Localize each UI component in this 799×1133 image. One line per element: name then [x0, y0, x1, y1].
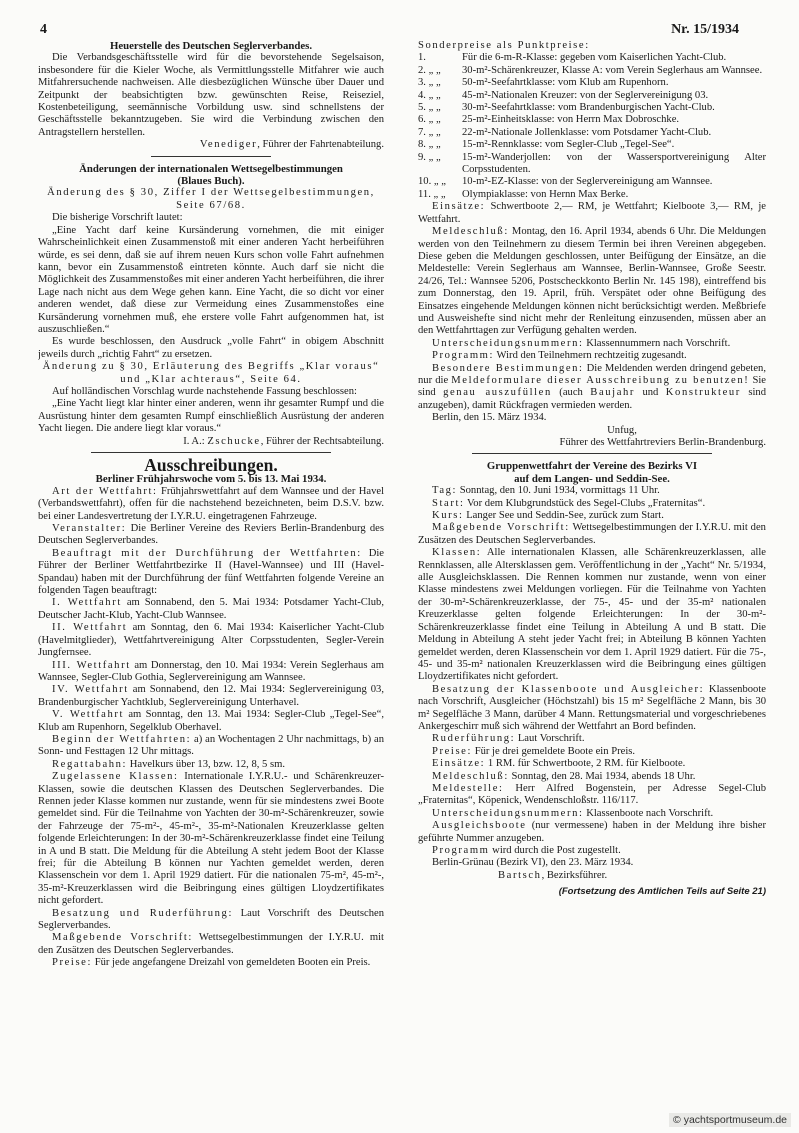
field-text: am Sonntag, den 6. Mai 1934: Kaiserlicher Yacht-Club (Havelmitglieder), Wettfahrtvereinigung Alter Corpsstudenten, Segler-Verein Jungfernsee. — [38, 622, 384, 659]
field-text: Montag, den 16. April 1934, abends 6 Uhr. Die Meldungen werden von den Teilnehmern zu diesem Termin bei ihren Vereinen abgegeben. Diese geben die Meldungen geschlossen, unter Beifügung der Einsätze, an die Meldestelle: Verein Seglerhaus am Wannsee, Berlin-Wannsee, Große Seestr. 24/26, Tel.: Wannsee 5206, Postscheckkonto Berlin Nr. 145 198), eintreffend bis zum Donnerstag, den 19. April, früh. Verspätet oder ohne Beifügung des Einsatzes eingehende Meldungen können nicht berücksichtigt werden. Meßbriefe und Ausweishefte sind nicht mehr der Renleitung einzusenden, müssen aber an den Wettfahrttagen zur Verfügung gehalten werden. — [418, 226, 766, 337]
field-text: am Sonnabend, den 5. Mai 1934: Potsdamer Yacht-Club, Deutscher Jacht-Klub, Yacht-Club Wannsee. — [38, 597, 384, 621]
page-header — [0, 22, 799, 40]
section-para — [38, 932, 384, 957]
field-text: Die Führer der Berliner Wettfahrtbezirke II (Havel-Wannsee) und III (Havel-Spandau) haben mit der Durchführung der fünf Wettfahrten folgende Vereine an folgenden Tagen beauftragt: — [38, 547, 384, 597]
field-text: Klassenboote nach Vorschrift. — [583, 807, 714, 819]
section-para — [418, 338, 766, 350]
field-text: Sonntag, den 28. Mai 1934, abends 18 Uhr. — [508, 770, 696, 782]
field-label: III. Wettfahrt — [52, 659, 131, 671]
field-label: Beginn der Wettfahrten: — [52, 733, 192, 745]
section-para — [418, 746, 766, 758]
section-para — [418, 733, 766, 745]
item-number: 5. „ „ — [418, 102, 441, 114]
field-text: Wettsegelbestimmungen der I.Y.R.U. mit den Zusätzen des Deutschen Seglerverbandes. — [38, 932, 384, 956]
field-text: (auch — [551, 387, 591, 399]
field-label: Maßgebende Vorschrift: — [52, 932, 193, 944]
field-label: Preise: — [52, 957, 93, 969]
wettfahrt-item — [38, 660, 384, 685]
signature-prefix: I. A.: — [183, 435, 208, 447]
item-text: 15-m²-Wanderjollen: von der Wassersportvereinigung Alter Corpsstudenten. — [462, 151, 766, 176]
sonderpreis-item — [418, 189, 766, 201]
field-label: Besondere Bestimmungen: — [432, 362, 584, 374]
section-para — [38, 908, 384, 933]
field-text: wird durch die Post zugestellt. — [489, 845, 621, 856]
section-para — [418, 485, 766, 497]
field-label: II. Wettfahrt — [52, 622, 128, 634]
field-label: Veranstalter: — [52, 523, 127, 535]
signature-name: Zschucke — [207, 435, 261, 447]
issue-number: Nr. 15/1934 — [671, 22, 739, 37]
section-para — [38, 734, 384, 759]
section-para — [418, 820, 766, 845]
sonderpreis-item — [418, 139, 766, 151]
field-text: sind anzugeben), damit Rückfragen vermieden werden. — [418, 387, 766, 411]
aenderung-para: Auf holländischen Vorschlag wurde nachstehende Fassung beschlossen: — [52, 385, 357, 397]
field-text: am Sonntag, den 13. Mai 1934: Segler-Club „Tegel-See“, Klub am Rupenhorn, Segelklub Oberhavel. — [38, 709, 384, 733]
aenderung-para: „Eine Yacht liegt klar hinter einer anderen, wenn ihr gesamter Rumpf und die Ausrüstung hinter dem gesamten Rumpf einschließlich Ausrüstung der anderen Yacht liegen. Die andere liegt klar voraus.“ — [38, 398, 384, 435]
divider — [91, 452, 331, 453]
signature-role: , Führer der Fahrtenabteilung. — [257, 139, 384, 151]
section-para — [38, 523, 384, 548]
field-text: Herr Alfred Bogenstein, per Adresse Segel-Club „Fraternitas“, Köpenick, Wendenschloßstr. 116/117. — [418, 782, 766, 807]
field-text: am Sonnabend, den 12. Mai 1934: Seglervereinigung 03, Brandenburgischer Yachtklub, Seglervereinigung Unterhavel. — [38, 684, 384, 708]
page-number: 4 — [40, 22, 47, 37]
field-text: und — [635, 387, 666, 399]
field-label: Programm — [432, 845, 490, 856]
item-text: 10-m²-EZ-Klasse: von der Seglervereinigung am Wannsee. — [462, 176, 713, 188]
field-text: Havelkurs über 13, bzw. 12, 8, 5 sm. — [127, 758, 285, 770]
item-number: 9. „ „ — [418, 151, 441, 163]
field-label: Beauftragt mit der Durchführung der Wettfahrten: — [52, 547, 362, 559]
field-label: Start: — [432, 497, 465, 509]
field-label: Regattabahn: — [52, 758, 128, 770]
sonderpreis-item — [418, 65, 766, 77]
signature-name: Unfug, — [607, 424, 637, 436]
field-text: Schwertboote 2,— RM, je Wettfahrt; Kielboote 3,— RM, je Wettfahrt. — [418, 201, 766, 225]
item-number: 1. — [418, 52, 426, 64]
left-column — [38, 40, 384, 1100]
field-label: Programm: — [432, 350, 495, 362]
field-label: Art der Wettfahrt: — [52, 485, 158, 497]
section-para — [418, 845, 766, 857]
section-para — [38, 759, 384, 771]
field-emphasis: Baujahr — [590, 387, 636, 399]
section-para — [418, 226, 766, 338]
field-label: Einsätze: — [432, 758, 486, 770]
field-text: Sonntag, den 10. Juni 1934, vormittags 11 Uhr. — [457, 485, 660, 497]
item-number: 2. „ „ — [418, 64, 441, 76]
sonderpreise-list — [418, 52, 766, 201]
item-text: 45-m²-Nationalen Kreuzer: von der Seglervereinigung 03. — [462, 89, 709, 101]
gruppenwettfahrt-title: Gruppenwettfahrt der Vereine des Bezirks VI — [486, 460, 698, 473]
item-text: 25-m²-Einheitsklasse: von Herrn Max Dobroschke. — [462, 114, 680, 126]
field-text: Für jede angefangene Dreizahl von gemeldeten Booten ein Preis. — [92, 957, 371, 969]
sonderpreis-item — [418, 77, 766, 89]
field-emphasis: genau auszufüllen — [443, 387, 552, 399]
item-number: 3. „ „ — [418, 77, 441, 89]
field-text: Die Meldenden werden dringend gebeten, nur die — [418, 362, 766, 386]
item-number: 11. „ „ — [418, 188, 446, 200]
place-date: Berlin, den 15. März 1934. — [432, 412, 547, 424]
field-label: IV. Wettfahrt — [52, 684, 129, 696]
aenderung-signature — [38, 436, 384, 448]
right-column — [418, 40, 766, 1100]
field-label: Einsätze: — [432, 201, 486, 213]
field-label: V. Wettfahrt — [52, 709, 125, 721]
signature-name: Venediger — [199, 139, 258, 151]
item-text: 30-m²-Schärenkreuzer, Klasse A: vom Verein Seglerhaus am Wannsee. — [462, 64, 763, 76]
section-para — [418, 684, 766, 734]
field-label: Meldeschluß: — [432, 226, 509, 238]
item-text: 50-m²-Seefahrtklasse: vom Klub am Rupenhorn. — [462, 77, 669, 89]
sonderpreis-item — [418, 127, 766, 139]
item-number: 7. „ „ — [418, 126, 441, 138]
watermark: © yachtsportmuseum.de — [669, 1113, 791, 1127]
field-text: Vor dem Klubgrundstück des Segel-Clubs „Fraternitas“. — [464, 497, 706, 509]
section-para — [418, 522, 766, 547]
sonderpreise-title: Sonderpreise als Punktpreise: — [418, 40, 590, 51]
field-label: Tag: — [432, 485, 458, 497]
field-text: Für je drei gemeldete Boote ein Preis. — [472, 745, 636, 757]
field-text: am Donnerstag, den 10. Mai 1934: Verein Seglerhaus am Wannsee, Segler-Club Gothia, Seglervereinigung am Wannsee. — [38, 659, 384, 683]
field-label: Preise: — [432, 745, 473, 757]
field-label: Ausgleichsboote — [432, 820, 527, 832]
wettfahrt-item — [38, 622, 384, 659]
section-para — [418, 201, 766, 226]
signature-role: , Bezirksführer. — [541, 869, 608, 881]
field-label: Zugelassene Klassen: — [52, 771, 179, 783]
fruehjahrswoche-title: Berliner Frühjahrswoche vom 5. bis 13. Mai 1934. — [95, 473, 327, 486]
field-label: Meldestelle: — [432, 782, 504, 794]
field-text: Sie sind — [418, 374, 766, 399]
section-para — [38, 957, 384, 969]
item-number: 10. „ „ — [418, 176, 446, 188]
item-number: 8. „ „ — [418, 139, 441, 151]
sonderpreis-item — [418, 152, 766, 177]
aenderung-heading-2: Änderung zu § 30, Erläuterung des Begriffs „Klar voraus“ und „Klar achteraus“, Seite 64. — [42, 361, 380, 385]
field-text: Wird den Teilnehmern rechtzeitig zugesandt. — [494, 350, 687, 362]
section-para — [38, 771, 384, 907]
item-number: 4. „ „ — [418, 89, 441, 101]
field-text: Langer See und Seddin-See, zurück zum Start. — [463, 510, 664, 522]
field-label: Klassen: — [432, 547, 482, 559]
field-text: Laut Vorschrift. — [515, 733, 585, 745]
wettfahrt-item — [38, 684, 384, 709]
section-para — [38, 486, 384, 523]
aenderung-heading-1: Änderung des § 30, Ziffer I der Wettsegelbestimmungen, Seite 67/68. — [47, 187, 375, 211]
field-label: Maßgebende Vorschrift: — [432, 522, 570, 534]
continuation-note: (Fortsetzung des Amtlichen Teils auf Seite 21) — [558, 886, 766, 898]
divider — [472, 453, 712, 454]
aenderung-para: Es wurde beschlossen, den Ausdruck „volle Fahrt“ in obigem Abschnitt jeweils durch „richtig Fahrt“ zu ersetzen. — [38, 336, 384, 360]
section-para — [38, 548, 384, 598]
field-text: Wettsegelbestimmungen der I.Y.R.U. mit den Zusätzen des Deutschen Seglerverbandes. — [418, 522, 766, 546]
signature-role: Führer des Wettfahrtreviers Berlin-Brandenburg. — [559, 437, 766, 448]
field-label: I. Wettfahrt — [52, 597, 122, 609]
item-text: Für die 6-m-R-Klasse: gegeben vom Kaiserlichen Yacht-Club. — [462, 52, 727, 64]
divider — [151, 156, 271, 157]
place-date: Berlin-Grünau (Bezirk VI), den 23. März 1934. — [432, 857, 634, 869]
signature-role: , Führer der Rechtsabteilung. — [260, 435, 384, 447]
field-text: Die Berliner Vereine des Reviers Berlin-Brandenburg des Deutschen Seglerverbandes. — [38, 523, 384, 547]
signature — [418, 870, 766, 882]
item-text: 15-m²-Rennklasse: vom Segler-Club „Tegel-See“. — [462, 139, 675, 151]
section-para — [418, 498, 766, 510]
section-para — [418, 758, 766, 770]
sonderpreis-item — [418, 102, 766, 114]
ausschreibungen-title: Ausschreibungen. — [144, 455, 278, 475]
sonderpreis-item — [418, 52, 766, 64]
aenderung-para: „Eine Yacht darf keine Kursänderung vornehmen, die mit einiger Wahrscheinlichkeit einen Zusammenstoß mit einer anderen Yacht herbeiführen würde, es sei denn, daß sie auf ihrem neuen Kurs schon volle Fahrt aufnehmen kann, bevor ein Zusammenstoß eintreten könnte. Auch darf sie nicht die Möglichkeit des Zusammenstoßes mit einer anderen Yacht herbeiführen, die ihrer Lage nach nicht aus dem Wege gehen kann. Eine Yacht, die so dicht vor einer anderen wendet, daß diese zur Vermeidung eines Zusammenstoßes eine Kursänderung vornehmen muß, ehe erstere volle Fahrt aufgenommen hat, ist auszuschließen.“ — [38, 224, 384, 335]
field-text: Laut Vorschrift des Deutschen Seglerverbandes. — [38, 907, 384, 932]
signature-name: Bartsch — [498, 869, 542, 881]
section-para — [418, 808, 766, 820]
field-text: (nur vermessene) haben in der Meldung ihre bisher geführte Nummer anzugeben. — [418, 820, 766, 844]
field-text: Klassenboote nach Vorschrift, Ausgleicher (Höchstzahl) bis 15 m² Segelfläche 2 Mann, bis 30 m² Segelfläche 3 Mann, darüber 4 Mann. Rettungsmaterial und vorgeschriebenes Ankergeschirr muß sich während der Wettfahrt an Bord befinden. — [418, 683, 766, 732]
field-text: Klassennummern nach Vorschrift. — [583, 337, 731, 349]
field-label: Meldeschluß: — [432, 770, 509, 782]
field-label: Unterscheidungsnummern: — [432, 807, 584, 819]
section-para — [418, 547, 766, 683]
heuerstelle-signature — [38, 139, 384, 151]
wettfahrt-item — [38, 709, 384, 734]
field-label: Unterscheidungsnummern: — [432, 337, 584, 349]
field-text: Frühjahrswettfahrt auf dem Wannsee und der Havel (Verbandswettfahrt), offen für die nachstehend bezeichneten, beim D.S.V. bzw. bei einer Landesvertretung der I.Y.R.U. eingetragenen Fahrzeuge. — [38, 485, 384, 522]
heuerstelle-text: Die Verbandsgeschäftsstelle wird für die bevorstehende Segelsaison, insbesondere für die Kieler Woche, als Vermittlungsstelle Mitfahrer wie auch Mitfahrersuchende nachweisen. Alle diesbezüglichen Wünsche über Dauer und Zeitpunkt der beabsichtigten bzw. gewünschten Reise, Reiseziel, Kostenbeteiligung, seemännische Vorbildung usw. sind schnellstens der Geschäftsstelle bekanntzugeben. Sie wird die Verbindung zwischen den Antragstellern herstellen. — [38, 52, 384, 138]
field-text: a) an Wochentagen 2 Uhr nachmittags, b) an Sonn- und Festtagen 12 Uhr mittags. — [38, 733, 384, 758]
wettfahrt-item — [38, 597, 384, 622]
field-text: Alle internationalen Klassen, alle Schärenkreuzerklassen, alle Rennklassen, alle Altersklassen gem. Veröffentlichung in der „Yacht“ Nr. 5/1934, alle Ausgleichsklassen. Die Rennen kommen nur zustande, wenn von einer Klasse mindestens zwei Meldungen vorliegen. Für die Teilnahme von Yachten der 30-m²-Schärenkreuzerklasse, der 75-, 45- und der 35-m² nationalen Kreuzerklasse gelten folgende Erleichterungen: In der 30-m²-Schärenkreuzerklasse findet eine Teilung in Abteilung A und B statt. Die Meldung in Abteilung A steht jeder Yacht frei; in Abteilung B können Yachten gemeldet werden, deren Klassenschein vor dem 1. April 1929 datiert. Für die 75-, 45- und 35-m² nationalen Kreuzerklassen wird die Beibringung eines gültigen Lloydzertifikates nicht gefordert. — [418, 547, 766, 683]
item-text: 22-m²-Nationale Jollenklasse: vom Potsdamer Yacht-Club. — [462, 126, 712, 138]
heuerstelle-title: Heuerstelle des Deutschen Seglerverbandes. — [109, 40, 313, 52]
field-emphasis: Konstrukteur — [665, 387, 741, 399]
field-label: Besatzung und Ruderführung: — [52, 907, 233, 919]
sonderpreis-item — [418, 176, 766, 188]
aenderung-para: Die bisherige Vorschrift lautet: — [52, 212, 183, 224]
field-label: Ruderführung: — [432, 733, 516, 745]
section-para — [418, 350, 766, 362]
gruppenwettfahrt-subtitle: auf dem Langen- und Seddin-See. — [514, 472, 670, 485]
item-text: 30-m²-Seefahrtklasse: vom Brandenburgischen Yacht-Club. — [462, 102, 715, 114]
aenderungen-subtitle: (Blaues Buch). — [177, 175, 245, 188]
section-para — [418, 771, 766, 783]
field-text: Internationale I.Y.R.U.- und Schärenkreuzer-Klassen, sowie die deutschen Klassen des Deutschen Seglerverbandes. Die Rennen jeder Klasse kommen nur zustande, wenn für sie mindestens zwei Boote gemeldet sind. Für die Teilnahme von Yachten der 30-m²-Schärenkreuzer, sowie der Fahrzeuge der 75-m²-, 45-m²-, 35-m²-Nationalen Kreuzerklasse gelten folgende Erleichterungen: In der 30-m²-Schärenkreuzerklasse findet eine Teilung in A und B statt. Die Meldung für die Abteilung A steht jedem Boot der Klasse frei; für die Abteilung B können nur Yachten gemeldet werden, deren Klassenschein vor dem 1. April 1929 datiert. Für die nationalen 75-m², 45-m²-, 35-m²-Kreuzerklassen wird die Beibringung eines gültigen Lloydzertifikates nicht gefordert. — [38, 771, 384, 907]
item-number: 6. „ „ — [418, 114, 441, 126]
field-emphasis: Meldeformulare dieser Ausschreibung zu benutzen! — [451, 374, 750, 386]
aenderungen-title: Änderungen der internationalen Wettsegelbestimmungen — [79, 162, 343, 175]
section-para — [418, 783, 766, 808]
field-text: 1 RM. für Schwertboote, 2 RM. für Kielboote. — [485, 758, 686, 770]
sonderpreis-item — [418, 114, 766, 126]
item-text: Olympiaklasse: von Hernn Max Berke. — [462, 188, 629, 200]
field-label: Kurs: — [432, 510, 464, 522]
section-para — [418, 363, 766, 413]
section-para — [418, 510, 766, 522]
sonderpreis-item — [418, 90, 766, 102]
field-label: Besatzung der Klassenboote und Ausgleicher: — [432, 683, 705, 695]
